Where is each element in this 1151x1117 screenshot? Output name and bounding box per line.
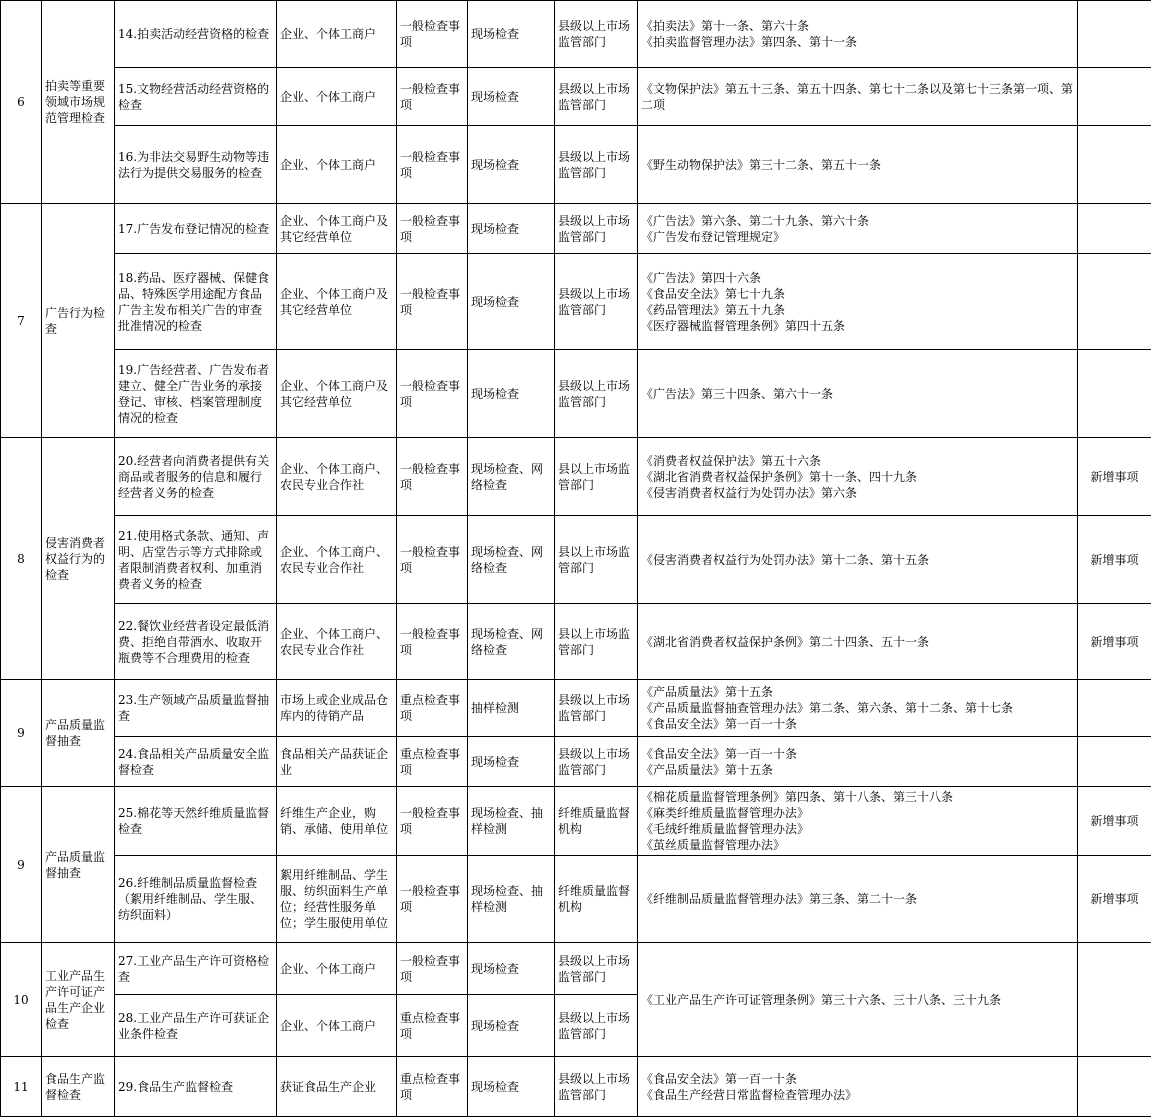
table-row <box>1 438 1151 516</box>
table-row <box>1 126 1151 204</box>
dept-cell: 县级以上市场监管部门 <box>555 737 638 787</box>
dept-cell: 县级以上市场监管部门 <box>555 68 638 126</box>
basis-cell <box>638 254 1078 350</box>
row-number: 9 <box>1 680 42 787</box>
basis-line: 《食品安全法》第七十九条 <box>641 286 1074 302</box>
category-cell: 食品生产监督检查 <box>42 1057 115 1117</box>
dept-cell: 县级以上市场监管部门 <box>555 995 638 1057</box>
table-row <box>1 604 1151 680</box>
object-cell: 企业、个体工商户、农民专业合作社 <box>277 516 397 604</box>
object-cell: 企业、个体工商户及其它经营单位 <box>277 254 397 350</box>
type-cell: 一般检查事项 <box>397 204 468 254</box>
item-cell: 14.拍卖活动经营资格的检查 <box>115 1 277 68</box>
method-cell: 现场检查、网络检查 <box>468 438 555 516</box>
note-cell: 新增事项 <box>1078 438 1151 516</box>
basis-line: 《湖北省消费者权益保护条例》第十一条、四十九条 <box>641 469 1074 485</box>
row-number: 10 <box>1 943 42 1057</box>
method-cell: 现场检查、抽样检测 <box>468 856 555 943</box>
method-cell: 现场检查 <box>468 737 555 787</box>
note-cell <box>1078 350 1151 438</box>
basis-line: 《棉花质量监督管理条例》第四条、第十八条、第三十八条 <box>641 789 1074 805</box>
basis-line: 《拍卖法》第十一条、第六十条 <box>641 18 1074 34</box>
item-cell: 19.广告经营者、广告发布者建立、健全广告业务的承接登记、审核、档案管理制度情况的检查 <box>115 350 277 438</box>
category-cell: 广告行为检查 <box>42 204 115 438</box>
object-cell: 食品相关产品获证企业 <box>277 737 397 787</box>
basis-cell <box>638 604 1078 680</box>
method-cell: 现场检查 <box>468 126 555 204</box>
item-cell: 23.生产领域产品质量监督抽查 <box>115 680 277 737</box>
note-cell <box>1078 737 1151 787</box>
basis-cell <box>638 737 1078 787</box>
basis-cell <box>638 856 1078 943</box>
basis-line: 《拍卖监督管理办法》第四条、第十一条 <box>641 34 1074 50</box>
dept-cell: 纤维质量监督机构 <box>555 856 638 943</box>
table-row <box>1 350 1151 438</box>
method-cell: 现场检查、网络检查 <box>468 516 555 604</box>
dept-cell: 县级以上市场监管部门 <box>555 204 638 254</box>
dept-cell: 县以上市场监管部门 <box>555 516 638 604</box>
basis-line: 《麻类纤维质量监督管理办法》 <box>641 805 1074 821</box>
row-number: 6 <box>1 1 42 204</box>
row-number: 11 <box>1 1057 42 1117</box>
row-number: 8 <box>1 438 42 680</box>
item-cell: 15.文物经营活动经营资格的检查 <box>115 68 277 126</box>
object-cell: 企业、个体工商户 <box>277 1 397 68</box>
item-cell: 28.工业产品生产许可获证企业条件检查 <box>115 995 277 1057</box>
note-cell: 新增事项 <box>1078 516 1151 604</box>
note-cell <box>1078 680 1151 737</box>
category-cell: 产品质量监督抽查 <box>42 787 115 943</box>
basis-line: 《产品质量监督抽查管理办法》第二条、第六条、第十二条、第十七条 <box>641 700 1074 716</box>
table-row <box>1 787 1151 856</box>
basis-line: 《湖北省消费者权益保护条例》第二十四条、五十一条 <box>641 634 1074 650</box>
item-cell: 17.广告发布登记情况的检查 <box>115 204 277 254</box>
basis-line: 《工业产品生产许可证管理条例》第三十六条、三十八条、三十九条 <box>641 992 1074 1008</box>
type-cell: 一般检查事项 <box>397 68 468 126</box>
basis-line: 《食品安全法》第一百一十条 <box>641 716 1074 732</box>
object-cell: 企业、个体工商户、农民专业合作社 <box>277 604 397 680</box>
note-cell: 新增事项 <box>1078 856 1151 943</box>
item-cell: 27.工业产品生产许可资格检查 <box>115 943 277 995</box>
method-cell: 抽样检测 <box>468 680 555 737</box>
table-row <box>1 516 1151 604</box>
table-row <box>1 856 1151 943</box>
basis-line: 《毛绒纤维质量监督管理办法》 <box>641 821 1074 837</box>
category-cell: 工业产品生产许可证产品生产企业检查 <box>42 943 115 1057</box>
basis-line: 《侵害消费者权益行为处罚办法》第六条 <box>641 485 1074 501</box>
category-cell: 产品质量监督抽查 <box>42 680 115 787</box>
basis-line: 《野生动物保护法》第三十二条、第五十一条 <box>641 157 1074 173</box>
dept-cell: 县级以上市场监管部门 <box>555 126 638 204</box>
object-cell: 企业、个体工商户 <box>277 126 397 204</box>
basis-line: 《茧丝质量监督管理办法》 <box>641 837 1074 853</box>
item-cell: 25.棉花等天然纤维质量监督检查 <box>115 787 277 856</box>
basis-line: 《药品管理法》第五十九条 <box>641 302 1074 318</box>
category-cell: 拍卖等重要领域市场规范管理检查 <box>42 1 115 204</box>
note-cell <box>1078 1 1151 68</box>
method-cell: 现场检查 <box>468 943 555 995</box>
basis-line: 《纤维制品质量监督管理办法》第三条、第二十一条 <box>641 891 1074 907</box>
type-cell: 一般检查事项 <box>397 787 468 856</box>
table-row <box>1 254 1151 350</box>
item-cell: 22.餐饮业经营者设定最低消费、拒绝自带酒水、收取开瓶费等不合理费用的检查 <box>115 604 277 680</box>
object-cell: 企业、个体工商户 <box>277 995 397 1057</box>
note-cell <box>1078 204 1151 254</box>
object-cell: 企业、个体工商户 <box>277 68 397 126</box>
object-cell: 获证食品生产企业 <box>277 1057 397 1117</box>
basis-line: 《广告法》第三十四条、第六十一条 <box>641 386 1074 402</box>
basis-line: 《食品安全法》第一百一十条 <box>641 746 1074 762</box>
table-row <box>1 1 1151 68</box>
dept-cell: 县以上市场监管部门 <box>555 604 638 680</box>
note-cell: 新增事项 <box>1078 787 1151 856</box>
dept-cell: 县级以上市场监管部门 <box>555 350 638 438</box>
type-cell: 一般检查事项 <box>397 516 468 604</box>
basis-line: 《食品安全法》第一百一十条 <box>641 1071 1074 1087</box>
method-cell: 现场检查 <box>468 350 555 438</box>
category-cell: 侵害消费者权益行为的检查 <box>42 438 115 680</box>
note-cell: 新增事项 <box>1078 604 1151 680</box>
item-cell: 20.经营者向消费者提供有关商品或者服务的信息和履行经营者义务的检查 <box>115 438 277 516</box>
object-cell: 企业、个体工商户及其它经营单位 <box>277 204 397 254</box>
method-cell: 现场检查 <box>468 254 555 350</box>
type-cell: 重点检查事项 <box>397 1057 468 1117</box>
basis-cell <box>638 516 1078 604</box>
type-cell: 重点检查事项 <box>397 737 468 787</box>
item-cell: 21.使用格式条款、通知、声明、店堂告示等方式排除或者限制消费者权利、加重消费者义务的检查 <box>115 516 277 604</box>
note-cell <box>1078 943 1151 1057</box>
basis-line: 《食品生产经营日常监督检查管理办法》 <box>641 1087 1074 1103</box>
basis-line: 《广告发布登记管理规定》 <box>641 229 1074 245</box>
note-cell <box>1078 126 1151 204</box>
dept-cell: 县级以上市场监管部门 <box>555 680 638 737</box>
dept-cell: 县级以上市场监管部门 <box>555 1057 638 1117</box>
type-cell: 一般检查事项 <box>397 856 468 943</box>
method-cell: 现场检查 <box>468 1 555 68</box>
basis-cell <box>638 204 1078 254</box>
method-cell: 现场检查 <box>468 995 555 1057</box>
row-number: 7 <box>1 204 42 438</box>
basis-line: 《广告法》第六条、第二十九条、第六十条 <box>641 213 1074 229</box>
table-row <box>1 1057 1151 1117</box>
object-cell: 企业、个体工商户 <box>277 943 397 995</box>
type-cell: 一般检查事项 <box>397 126 468 204</box>
table-row <box>1 943 1151 995</box>
basis-line: 《消费者权益保护法》第五十六条 <box>641 453 1074 469</box>
row-number: 9 <box>1 787 42 943</box>
item-cell: 26.纤维制品质量监督检查（絮用纤维制品、学生服、纺织面料） <box>115 856 277 943</box>
note-cell <box>1078 1057 1151 1117</box>
type-cell: 一般检查事项 <box>397 254 468 350</box>
basis-cell <box>638 1057 1078 1117</box>
basis-line: 《产品质量法》第十五条 <box>641 684 1074 700</box>
type-cell: 重点检查事项 <box>397 680 468 737</box>
object-cell: 企业、个体工商户、农民专业合作社 <box>277 438 397 516</box>
table-row <box>1 680 1151 737</box>
object-cell: 企业、个体工商户及其它经营单位 <box>277 350 397 438</box>
basis-line: 《广告法》第四十六条 <box>641 270 1074 286</box>
dept-cell: 县以上市场监管部门 <box>555 438 638 516</box>
method-cell: 现场检查、网络检查 <box>468 604 555 680</box>
method-cell: 现场检查 <box>468 204 555 254</box>
object-cell: 纤维生产企业，购销、承储、使用单位 <box>277 787 397 856</box>
object-cell: 市场上或企业成品仓库内的待销产品 <box>277 680 397 737</box>
item-cell: 16.为非法交易野生动物等违法行为提供交易服务的检查 <box>115 126 277 204</box>
basis-line: 《医疗器械监督管理条例》第四十五条 <box>641 318 1074 334</box>
method-cell: 现场检查 <box>468 68 555 126</box>
item-cell: 18.药品、医疗器械、保健食品、特殊医学用途配方食品广告主发布相关广告的审查批准情况的检查 <box>115 254 277 350</box>
item-cell: 29.食品生产监督检查 <box>115 1057 277 1117</box>
basis-cell <box>638 943 1078 1057</box>
basis-cell <box>638 350 1078 438</box>
dept-cell: 县级以上市场监管部门 <box>555 254 638 350</box>
type-cell: 一般检查事项 <box>397 1 468 68</box>
table-row <box>1 204 1151 254</box>
table-row <box>1 737 1151 787</box>
note-cell <box>1078 254 1151 350</box>
dept-cell: 县级以上市场监管部门 <box>555 943 638 995</box>
basis-line: 《产品质量法》第十五条 <box>641 762 1074 778</box>
table-row <box>1 68 1151 126</box>
dept-cell: 县级以上市场监管部门 <box>555 1 638 68</box>
method-cell: 现场检查 <box>468 1057 555 1117</box>
basis-cell <box>638 680 1078 737</box>
dept-cell: 纤维质量监督机构 <box>555 787 638 856</box>
basis-line: 《文物保护法》第五十三条、第五十四条、第七十二条以及第七十三条第一项、第二项 <box>641 81 1074 113</box>
type-cell: 一般检查事项 <box>397 350 468 438</box>
note-cell <box>1078 68 1151 126</box>
basis-cell <box>638 1 1078 68</box>
basis-cell <box>638 438 1078 516</box>
item-cell: 24.食品相关产品质量安全监督检查 <box>115 737 277 787</box>
basis-cell <box>638 68 1078 126</box>
type-cell: 一般检查事项 <box>397 943 468 995</box>
type-cell: 一般检查事项 <box>397 438 468 516</box>
type-cell: 重点检查事项 <box>397 995 468 1057</box>
object-cell: 絮用纤维制品、学生服、纺织面料生产单位；经营性服务单位；学生服使用单位 <box>277 856 397 943</box>
basis-cell <box>638 126 1078 204</box>
type-cell: 一般检查事项 <box>397 604 468 680</box>
basis-cell <box>638 787 1078 856</box>
basis-line: 《侵害消费者权益行为处罚办法》第十二条、第十五条 <box>641 552 1074 568</box>
method-cell: 现场检查、抽样检测 <box>468 787 555 856</box>
